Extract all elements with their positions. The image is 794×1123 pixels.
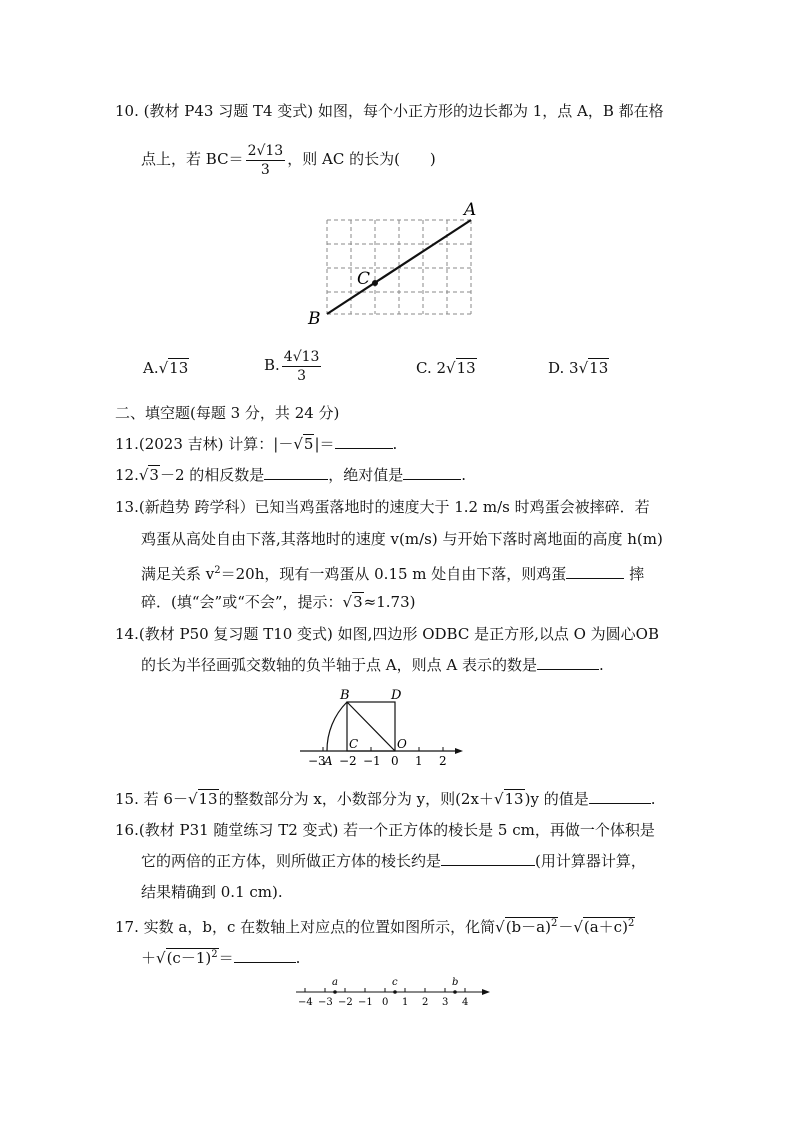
- q12: [115, 465, 466, 485]
- q15-end: .: [650, 790, 656, 808]
- sqrt-icon: √: [156, 949, 166, 967]
- q17-text2a: ＋: [141, 949, 157, 967]
- section2-title: 二、填空题(每题 3 分，共 24 分): [115, 404, 340, 422]
- tick-label: −2: [339, 754, 357, 768]
- frac-denominator: 3: [260, 161, 270, 178]
- label-b: b: [452, 977, 459, 988]
- q10-text2b: ，则 AC 的长为( ): [287, 150, 436, 168]
- point-a: [333, 990, 337, 994]
- sqrt-icon: √: [578, 359, 589, 377]
- sqrt-icon: √: [293, 435, 303, 453]
- q16-answer-blank[interactable]: [441, 851, 535, 866]
- tick-label: 4: [462, 997, 469, 1008]
- q17-minus: －: [558, 918, 574, 936]
- label-d: D: [391, 688, 402, 703]
- tick-label: 2: [422, 997, 429, 1008]
- point-c: [372, 280, 378, 286]
- q13-text4a: 碎．(填“会”或“不会”，提示：: [141, 593, 343, 611]
- q13-line4: [141, 592, 415, 612]
- q13-text3b: ＝20h，现有一鸡蛋从 0.15 m 处自由下落，则鸡蛋: [220, 565, 567, 583]
- q14-number-line-figure: [295, 685, 470, 770]
- q11-number: 11.: [115, 435, 139, 453]
- q17-radical-3: [166, 948, 219, 967]
- q17-number-line-figure: [292, 974, 497, 1010]
- label-a: a: [332, 977, 338, 988]
- q15-radicand-2: 13: [504, 790, 524, 808]
- tick-label: 0: [391, 754, 399, 768]
- option-a-label: A.: [143, 359, 159, 377]
- q15: [115, 789, 655, 809]
- q14-answer-blank[interactable]: [537, 655, 599, 670]
- q15-text-c: )y 的值是: [524, 790, 589, 808]
- q16-line1: [115, 820, 655, 840]
- tick-label: 3: [442, 997, 449, 1008]
- option-b-label: B.: [264, 356, 280, 374]
- q17-superscript: 2: [627, 918, 635, 929]
- sqrt-icon: √: [493, 790, 504, 808]
- option-a-value: 13: [169, 359, 189, 377]
- q11-text-b: |＝: [314, 435, 335, 453]
- q13-text3c: 摔: [629, 565, 645, 583]
- q17-end: .: [295, 949, 301, 967]
- q17-superscript: 2: [550, 918, 558, 929]
- q13-text3a: 满足关系 v: [141, 565, 215, 583]
- q15-text-b: 的整数部分为 x，小数部分为 y，则(2x＋: [218, 790, 494, 808]
- tick-label: −4: [298, 997, 313, 1008]
- sqrt-icon: √: [495, 918, 505, 936]
- point-c: [393, 990, 397, 994]
- q15-text-a: 若 6－: [143, 790, 188, 808]
- q17-number: 17.: [115, 918, 139, 936]
- q17-line2: [141, 945, 300, 968]
- q16-text1: (教材 P31 随堂练习 T2 变式) 若一个正方体的棱长是 5 cm，再做一个体积是: [138, 821, 655, 839]
- option-c-coef: 2: [436, 359, 447, 377]
- tick-label: 1: [415, 754, 423, 768]
- arc-ba: [327, 702, 347, 751]
- sqrt-icon: √: [187, 790, 198, 808]
- q12-number: 12.: [115, 466, 139, 484]
- option-b-fraction: [282, 348, 322, 385]
- axis-arrow-icon: [482, 989, 490, 995]
- q11-answer-blank[interactable]: [335, 434, 393, 449]
- q12-text-a: －2 的相反数是: [159, 466, 265, 484]
- q14-end: .: [598, 656, 604, 674]
- q13-answer-blank[interactable]: [566, 564, 624, 579]
- tick-label: −1: [363, 754, 381, 768]
- label-b: B: [308, 309, 321, 329]
- q10-number: 10.: [115, 102, 139, 120]
- q16-text2b: (用计算器计算，: [535, 852, 646, 870]
- q17-line1: [115, 914, 635, 937]
- option-d-coef: 3: [569, 359, 579, 377]
- q14-text2: 的长为半径画弧交数轴的负半轴于点 A，则点 A 表示的数是: [141, 656, 537, 674]
- q11: [115, 434, 397, 454]
- q14-line1: [115, 624, 659, 644]
- option-d-label: D.: [548, 359, 565, 377]
- tick-label: 0: [382, 997, 389, 1008]
- q17-text2b: ＝: [218, 949, 234, 967]
- q11-end: .: [392, 435, 398, 453]
- label-o: O: [397, 737, 407, 751]
- axis-ticks: [305, 988, 465, 992]
- q17-radicand-2: (a＋c): [583, 918, 628, 936]
- q10-option-a: [143, 358, 189, 378]
- q12-end: .: [461, 466, 467, 484]
- q13-line3: [141, 561, 644, 584]
- frac-numerator: 4√13: [283, 348, 320, 365]
- q10-line2: [141, 140, 436, 179]
- tick-label: −2: [338, 997, 353, 1008]
- q11-radicand: 5: [303, 435, 314, 453]
- q13-radicand: 3: [353, 593, 363, 611]
- label-a: A: [324, 754, 333, 768]
- sqrt-icon: √: [342, 593, 353, 611]
- q10-bc-fraction: [246, 142, 286, 179]
- q13-text4b: ≈1.73): [363, 593, 416, 611]
- q13-number: 13.: [115, 498, 139, 516]
- q12-answer-blank-2[interactable]: [403, 465, 461, 480]
- q11-text-a: 计算：|－: [228, 435, 294, 453]
- frac-numerator: 2√13: [247, 142, 284, 159]
- label-a: A: [464, 200, 477, 220]
- tick-label: −3: [318, 997, 333, 1008]
- q15-radicand: 13: [198, 790, 218, 808]
- option-c-radicand: 13: [456, 359, 476, 377]
- q12-answer-blank-1[interactable]: [264, 465, 328, 480]
- q15-number: 15.: [115, 790, 139, 808]
- sqrt-icon: √: [573, 918, 583, 936]
- q10-option-d: [548, 358, 609, 378]
- point-b: [453, 990, 457, 994]
- frac-denominator: 3: [297, 367, 307, 384]
- label-c: C: [357, 269, 371, 289]
- q17-radical-1: [505, 917, 559, 936]
- sqrt-icon: √: [158, 359, 169, 377]
- q17-superscript: 2: [211, 949, 218, 960]
- q15-answer-blank[interactable]: [589, 789, 651, 804]
- label-c: C: [349, 737, 359, 751]
- q16-line2: [141, 851, 646, 871]
- q17-radicand-3: (c－1): [166, 949, 212, 967]
- q13-line1: [115, 497, 650, 517]
- q12-radicand: 3: [149, 466, 159, 484]
- q12-text-b: ，绝对值是: [328, 466, 404, 484]
- tick-label: −1: [358, 997, 373, 1008]
- q11-source: (2023 吉林): [138, 435, 224, 453]
- q10-option-b: [264, 345, 323, 385]
- q10-line1: [115, 101, 664, 121]
- tick-label: −3: [308, 754, 326, 768]
- sqrt-icon: √: [138, 466, 149, 484]
- q14-text1: (教材 P50 复习题 T10 变式) 如图,四边形 ODBC 是正方形,以点 O 为圆心OB: [138, 625, 660, 643]
- tick-label: 2: [439, 754, 447, 768]
- q16-text2a: 它的两倍的正方体，则所做正方体的棱长约是: [141, 852, 442, 870]
- q17-radical-2: [583, 917, 635, 936]
- q10-text2a: 点上，若 BC＝: [141, 150, 244, 168]
- q16-line3: 结果精确到 0.1 cm).: [141, 883, 283, 901]
- q17-radicand-1: (b－a): [505, 918, 551, 936]
- q10-grid-figure: [300, 195, 510, 330]
- tick-label: 1: [402, 997, 409, 1008]
- q13-line2: 鸡蛋从高处自由下落,其落地时的速度 v(m/s) 与开始下落时离地面的高度 h(m): [141, 530, 663, 548]
- option-d-radicand: 13: [589, 359, 609, 377]
- q10-source: (教材 P43 习题 T4 变式): [143, 102, 314, 120]
- q10-option-c: [416, 358, 477, 378]
- q16-number: 16.: [115, 821, 139, 839]
- axis-arrow-icon: [455, 748, 463, 754]
- q17-answer-blank[interactable]: [234, 948, 296, 963]
- q13-text1: (新趋势 跨学科）已知当鸡蛋落地时的速度大于 1.2 m/s 时鸡蛋会被摔碎．若: [138, 498, 650, 516]
- q17-text1: 实数 a，b，c 在数轴上对应点的位置如图所示，化简: [143, 918, 496, 936]
- q14-line2: [141, 655, 604, 675]
- option-c-label: C.: [416, 359, 432, 377]
- label-b: B: [340, 688, 350, 703]
- q10-text1: 如图，每个小正方形的边长都为 1，点 A，B 都在格: [317, 102, 664, 120]
- sqrt-icon: √: [446, 359, 456, 377]
- label-c: c: [392, 977, 398, 988]
- q14-number: 14.: [115, 625, 139, 643]
- q13-superscript: 2: [214, 565, 221, 576]
